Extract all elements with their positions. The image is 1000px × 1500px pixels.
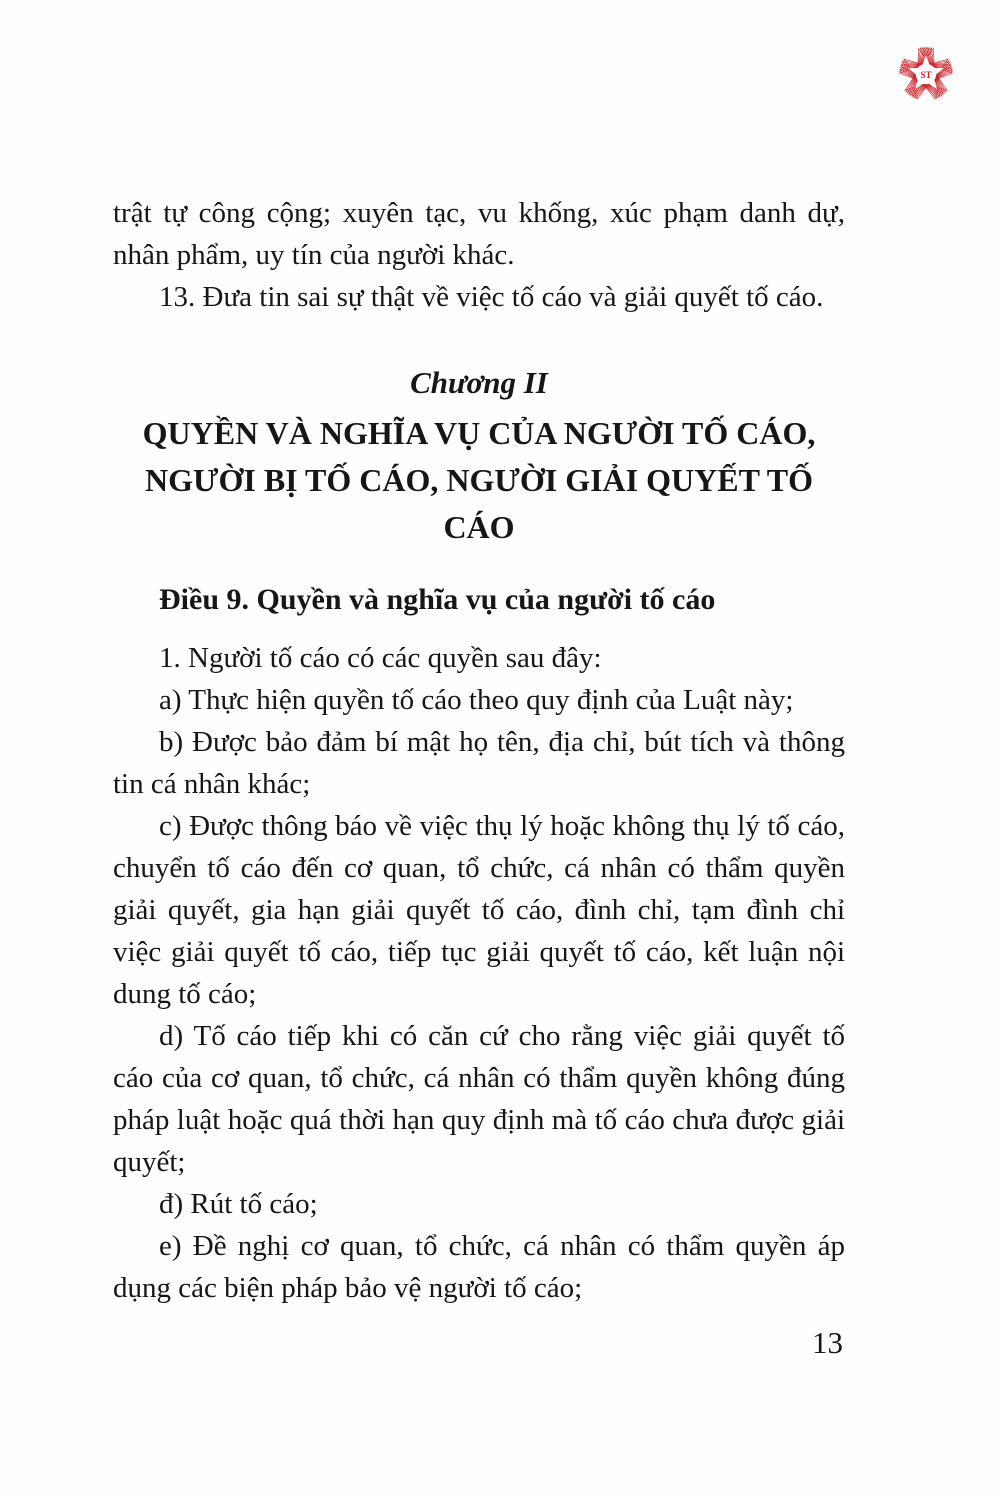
- article-heading: Điều 9. Quyền và nghĩa vụ của người tố cáo: [159, 583, 716, 616]
- chapter-number: Chương II: [410, 365, 548, 400]
- article-clauses: [113, 637, 845, 1309]
- publisher-star-logo-icon: [891, 37, 961, 111]
- page-number: 13: [812, 1325, 843, 1360]
- chapter-title-line-2: NGƯỜI BỊ TỐ CÁO, NGƯỜI GIẢI QUYẾT TỐ CÁO: [145, 462, 813, 545]
- paragraph-continuation: trật tự công cộng; xuyên tạc, vu khống, xúc phạm danh dự, nhân phẩm, uy tín của người khác.: [113, 197, 845, 271]
- logo-monogram: ST: [920, 70, 932, 81]
- clause-paragraph-1: 1. Người tố cáo có các quyền sau đây:: [159, 642, 602, 674]
- clause-paragraph-c: c) Được thông báo về việc thụ lý hoặc không thụ lý tố cáo, chuyển tố cáo đến cơ quan, tổ chức, cá nhân có thẩm quyền giải quyết, gia hạn giải quyết tố cáo, đình chỉ, tạm đình chỉ việc giải quyết tố cáo, tiếp tục giải quyết tố cáo, kết luận nội dung tố cáo;: [113, 810, 845, 1010]
- chapter-title-line-1: QUYỀN VÀ NGHĨA VỤ CỦA NGƯỜI TỐ CÁO,: [142, 415, 816, 451]
- clause-paragraph-e: e) Đề nghị cơ quan, tổ chức, cá nhân có thẩm quyền áp dụng các biện pháp bảo vệ người tố cáo;: [113, 1230, 845, 1304]
- clause-paragraph-a: a) Thực hiện quyền tố cáo theo quy định của Luật này;: [159, 684, 794, 716]
- chapter-title: [113, 410, 845, 551]
- clause-paragraph-b: b) Được bảo đảm bí mật họ tên, địa chỉ, bút tích và thông tin cá nhân khác;: [113, 726, 845, 800]
- clause-paragraph-d: d) Tố cáo tiếp khi có căn cứ cho rằng việc giải quyết tố cáo của cơ quan, tổ chức, cá nhân có thẩm quyền không đúng pháp luật hoặc quá thời hạn quy định mà tố cáo chưa được giải quyết;: [113, 1020, 845, 1178]
- paragraph-item-13: 13. Đưa tin sai sự thật về việc tố cáo và giải quyết tố cáo.: [159, 281, 824, 313]
- clause-paragraph-dd: đ) Rút tố cáo;: [159, 1188, 318, 1220]
- page-content: [113, 192, 845, 1309]
